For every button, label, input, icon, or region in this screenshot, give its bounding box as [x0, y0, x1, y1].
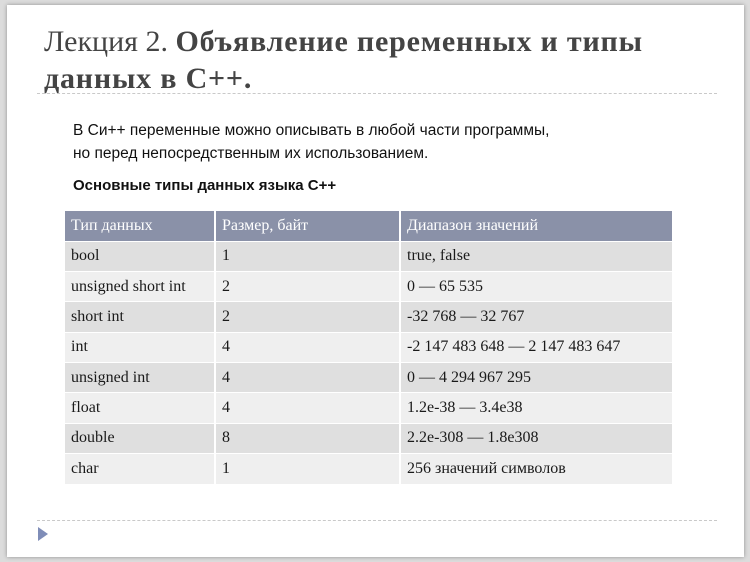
top-divider: [37, 93, 717, 94]
intro-line: но перед непосредственным их использованием.: [73, 145, 429, 162]
table-row: [65, 302, 673, 332]
cell-type: bool: [65, 241, 215, 271]
cell-size: 2: [215, 302, 400, 332]
cell-type: float: [65, 393, 215, 423]
table-row: [65, 362, 673, 392]
title-prefix: Лекция 2.: [44, 25, 168, 58]
table-row: [65, 423, 673, 453]
cell-range: 1.2e-38 — 3.4e38: [400, 393, 673, 423]
table-caption: Основные типы данных языка С++: [73, 177, 337, 194]
cell-size: 4: [215, 332, 400, 362]
cell-type: char: [65, 453, 215, 483]
cell-size: 8: [215, 423, 400, 453]
cell-size: 4: [215, 362, 400, 392]
table-row: [65, 241, 673, 271]
header-range: Диапазон значений: [400, 211, 673, 241]
cell-size: 1: [215, 453, 400, 483]
table-header-row: [65, 211, 673, 241]
intro-text: [73, 119, 693, 165]
cell-type: unsigned short int: [65, 272, 215, 302]
cell-range: 0 — 4 294 967 295: [400, 362, 673, 392]
cell-range: 0 — 65 535: [400, 272, 673, 302]
cell-size: 2: [215, 272, 400, 302]
cell-size: 1: [215, 241, 400, 271]
cell-range: true, false: [400, 241, 673, 271]
cell-type: int: [65, 332, 215, 362]
cell-type: short int: [65, 302, 215, 332]
cell-range: -32 768 — 32 767: [400, 302, 673, 332]
slide: [7, 5, 744, 557]
triangle-right-icon[interactable]: [38, 527, 48, 541]
slide-title: [44, 23, 724, 97]
bottom-divider: [37, 520, 717, 521]
table-row: [65, 453, 673, 483]
table-row: [65, 272, 673, 302]
table-row: [65, 332, 673, 362]
title-main: Объявление переменных и типы данных в С++.: [44, 25, 643, 95]
header-type: Тип данных: [65, 211, 215, 241]
intro-line: В Си++ переменные можно описывать в любой части программы,: [73, 122, 550, 139]
cell-range: 256 значений символов: [400, 453, 673, 483]
cell-range: -2 147 483 648 — 2 147 483 647: [400, 332, 673, 362]
cell-range: 2.2e-308 — 1.8e308: [400, 423, 673, 453]
cell-type: double: [65, 423, 215, 453]
table-row: [65, 393, 673, 423]
header-size: Размер, байт: [215, 211, 400, 241]
cell-type: unsigned int: [65, 362, 215, 392]
data-types-table: [65, 211, 674, 484]
cell-size: 4: [215, 393, 400, 423]
